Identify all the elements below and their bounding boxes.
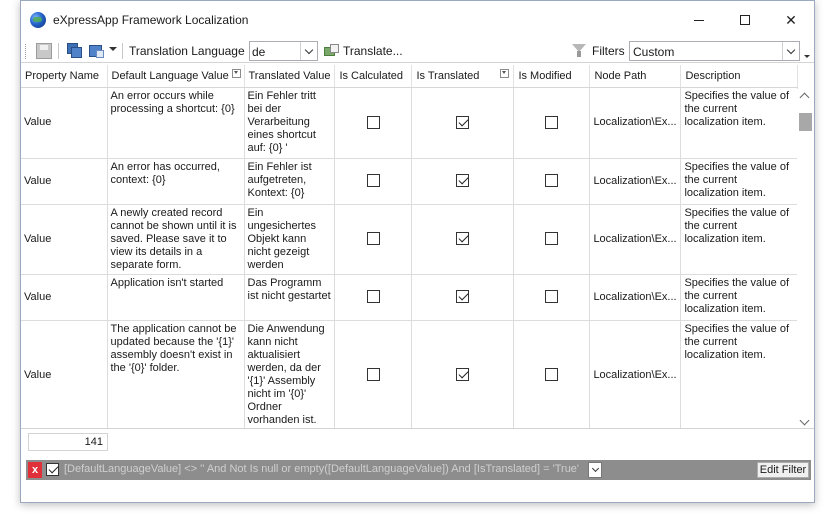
column-header-label: Node Path: [594, 69, 647, 82]
column-header-label: Description: [685, 69, 741, 82]
toolbar-overflow-icon[interactable]: [803, 49, 811, 59]
cell-description[interactable]: Specifies the value of the current localization item.: [681, 204, 798, 274]
filters-select[interactable]: [629, 41, 800, 61]
translate-icon[interactable]: [324, 44, 340, 58]
column-header-label: Translated Value: [248, 69, 331, 82]
column-header-translated-value[interactable]: [244, 65, 335, 87]
filter-panel: [26, 460, 811, 480]
table-row[interactable]: [21, 87, 798, 158]
cell-is-modified[interactable]: [514, 158, 590, 204]
cell-is-translated[interactable]: [412, 87, 514, 158]
cell-is-modified[interactable]: [514, 87, 590, 158]
cell-default-value[interactable]: The application cannot be updated because the '{1}' assembly doesn't exist in the '{0}' folder.: [107, 320, 244, 428]
minimize-icon: [694, 20, 704, 21]
column-header-label: Is Calculated: [339, 69, 404, 82]
cell-default-value[interactable]: An error has occurred, context: {0}: [107, 158, 244, 204]
row-count: 141: [28, 433, 108, 451]
footer-divider: [21, 428, 814, 429]
filter-criteria-text[interactable]: [DefaultLanguageValue] <> '' And Not Is null or empty([DefaultLanguageValue]) And [IsTranslated] = 'True': [64, 463, 580, 475]
chevron-down-icon: [305, 45, 313, 53]
cell-is-modified[interactable]: [514, 274, 590, 320]
minimize-button[interactable]: [676, 7, 722, 33]
localization-grid: [21, 65, 814, 428]
cell-default-value[interactable]: Application isn't started: [107, 274, 244, 320]
maximize-icon: [740, 15, 750, 25]
cell-translated-value[interactable]: Ein Fehler tritt bei der Verarbeitung eines shortcut auf: {0} ': [244, 87, 335, 158]
column-header-is-translated[interactable]: [412, 65, 514, 87]
export-dropdown-icon[interactable]: [109, 47, 117, 51]
localization-window: [20, 0, 815, 503]
table-row[interactable]: [21, 158, 798, 204]
grid-table: [21, 65, 798, 428]
is-translated-checkbox[interactable]: [456, 368, 469, 381]
cell-node-path[interactable]: Localization\Ex...: [590, 274, 681, 320]
window-title: eXpressApp Framework Localization: [53, 13, 249, 27]
cell-is-translated[interactable]: [412, 158, 514, 204]
cell-property-name[interactable]: Value: [21, 320, 107, 428]
is-calculated-checkbox[interactable]: [367, 174, 380, 187]
chevron-down-icon: [787, 45, 795, 53]
cell-node-path[interactable]: Localization\Ex...: [590, 204, 681, 274]
column-header-is-modified[interactable]: [514, 65, 590, 87]
export-icon[interactable]: [89, 43, 105, 59]
translate-button[interactable]: Translate...: [343, 44, 403, 58]
cell-translated-value[interactable]: Ein Fehler ist aufgetreten, Kontext: {0}: [244, 158, 335, 204]
cell-is-calculated[interactable]: [335, 204, 412, 274]
toolbar: [21, 39, 814, 63]
close-icon: ✕: [785, 11, 797, 28]
column-header-label: Is Translated: [416, 69, 480, 82]
column-header-default-language-value[interactable]: [107, 65, 244, 87]
close-button[interactable]: [768, 7, 814, 33]
is-modified-checkbox[interactable]: [545, 232, 558, 245]
translation-language-value: de: [252, 45, 266, 59]
cell-is-calculated[interactable]: [335, 158, 412, 204]
column-header-is-calculated[interactable]: [335, 65, 412, 87]
save-all-icon[interactable]: [67, 43, 83, 59]
column-filter-icon[interactable]: [500, 69, 509, 78]
cell-node-path[interactable]: Localization\Ex...: [590, 320, 681, 428]
is-translated-checkbox[interactable]: [456, 116, 469, 129]
is-modified-checkbox[interactable]: [545, 368, 558, 381]
table-row[interactable]: [21, 274, 798, 320]
cell-property-name[interactable]: Value: [21, 158, 107, 204]
cell-node-path[interactable]: Localization\Ex...: [590, 158, 681, 204]
cell-is-modified[interactable]: [514, 204, 590, 274]
scroll-up-icon[interactable]: [800, 93, 810, 103]
cell-property-name[interactable]: Value: [21, 87, 107, 158]
cell-translated-value[interactable]: Ein ungesichertes Objekt kann nicht gezeigt werden: [244, 204, 335, 274]
filters-dropdown-button[interactable]: [782, 42, 799, 60]
cell-is-translated[interactable]: [412, 274, 514, 320]
globe-icon: [30, 12, 46, 28]
chevron-down-icon: [591, 465, 598, 472]
filters-value: Custom: [633, 45, 675, 59]
edit-filter-button[interactable]: Edit Filter: [757, 462, 809, 478]
column-header-label: Property Name: [25, 69, 99, 82]
cell-property-name[interactable]: Value: [21, 204, 107, 274]
cell-default-value[interactable]: A newly created record cannot be shown until it is saved. Please save it to view its details in a separate form.: [107, 204, 244, 274]
is-modified-checkbox[interactable]: [545, 174, 558, 187]
cell-translated-value[interactable]: Die Anwendung kann nicht aktualisiert werden, da der '{1}' Assembly nicht im '{0}' Ordner vorhanden ist.: [244, 320, 335, 428]
status-bar: [21, 482, 814, 502]
translation-language-select[interactable]: [249, 41, 318, 61]
maximize-button[interactable]: [722, 7, 768, 33]
scroll-down-icon[interactable]: [800, 416, 810, 426]
cell-default-value[interactable]: An error occurs while processing a shortcut: {0}: [107, 87, 244, 158]
cell-is-modified[interactable]: [514, 320, 590, 428]
is-translated-checkbox[interactable]: [456, 232, 469, 245]
grid-header-row: [21, 65, 798, 87]
cell-description[interactable]: Specifies the value of the current localization item.: [681, 87, 798, 158]
cell-is-calculated[interactable]: [335, 87, 412, 158]
column-header-node-path[interactable]: [590, 65, 681, 87]
vertical-scrollbar[interactable]: [797, 89, 814, 429]
column-header-label: Default Language Value: [111, 69, 229, 82]
translation-language-label: Translation Language: [129, 44, 245, 58]
toolbar-separator: [122, 43, 123, 59]
cell-node-path[interactable]: Localization\Ex...: [590, 87, 681, 158]
filter-icon: [572, 44, 586, 58]
toolbar-grip[interactable]: [25, 44, 27, 59]
cell-is-calculated[interactable]: [335, 274, 412, 320]
column-header-label: Is Modified: [518, 69, 572, 82]
column-header-property-name[interactable]: [21, 65, 107, 87]
is-translated-checkbox[interactable]: [456, 290, 469, 303]
is-calculated-checkbox[interactable]: [367, 290, 380, 303]
language-dropdown-button[interactable]: [300, 42, 317, 60]
cell-property-name[interactable]: Value: [21, 274, 107, 320]
is-calculated-checkbox[interactable]: [367, 232, 380, 245]
is-modified-checkbox[interactable]: [545, 116, 558, 129]
scrollbar-thumb[interactable]: [799, 113, 812, 131]
toolbar-separator: [58, 43, 59, 59]
table-row[interactable]: [21, 320, 798, 428]
title-bar[interactable]: [21, 1, 814, 39]
filter-enabled-checkbox[interactable]: [46, 463, 59, 476]
clear-filter-button[interactable]: x: [28, 462, 42, 478]
table-row[interactable]: [21, 204, 798, 274]
filters-label: Filters: [592, 44, 625, 58]
cell-is-calculated[interactable]: [335, 320, 412, 428]
is-modified-checkbox[interactable]: [545, 290, 558, 303]
is-calculated-checkbox[interactable]: [367, 116, 380, 129]
column-filter-icon[interactable]: [232, 69, 241, 78]
save-icon[interactable]: [36, 43, 52, 59]
cell-description[interactable]: Specifies the value of the current localization item.: [681, 158, 798, 204]
is-translated-checkbox[interactable]: [456, 174, 469, 187]
column-header-description[interactable]: [681, 65, 798, 87]
filter-history-dropdown[interactable]: [588, 462, 602, 478]
is-calculated-checkbox[interactable]: [367, 368, 380, 381]
cell-description[interactable]: Specifies the value of the current localization item.: [681, 320, 798, 428]
cell-is-translated[interactable]: [412, 204, 514, 274]
cell-is-translated[interactable]: [412, 320, 514, 428]
cell-translated-value[interactable]: Das Programm ist nicht gestartet: [244, 274, 335, 320]
cell-description[interactable]: Specifies the value of the current localization item.: [681, 274, 798, 320]
